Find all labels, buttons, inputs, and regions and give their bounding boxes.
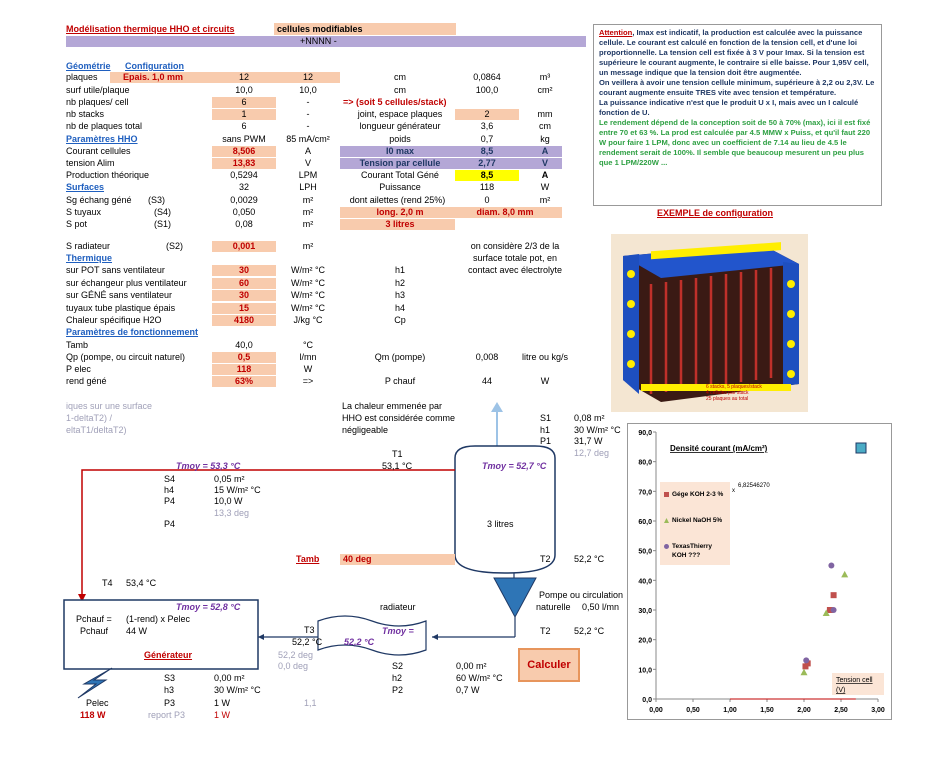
pelec-label: Pelec (86, 698, 109, 708)
geo-plaques-unit: cm (394, 72, 406, 82)
x-tick-label: 0,00 (649, 707, 663, 714)
fonct-qp-label: Qp (pompe, ou circuit naturel) (66, 352, 186, 362)
hho-lph-u: LPH (299, 182, 317, 192)
th-h-2: h3 (394, 290, 405, 300)
fonct-pelec-label: P elec (66, 364, 91, 374)
radiateur-label: radiateur (380, 602, 416, 612)
lightning-icon (78, 668, 112, 698)
fonct-tamb-label: Tamb (66, 340, 89, 350)
fonct-pelec-v[interactable]: 118 (236, 364, 252, 374)
pelec-value: 118 W (80, 710, 106, 720)
chart-title: Densité courant (mA/cm²) (670, 444, 768, 453)
pchauf-2-value: 44 W (126, 626, 148, 636)
t2b-value: 52,2 °C (574, 626, 605, 636)
t4-label: T4 (102, 578, 113, 588)
chaleur-1: La chaleur emmenée par (342, 401, 443, 411)
surf-pot-v: 0,08 (235, 219, 253, 229)
tamb-label: Tamb (296, 554, 320, 564)
geo-plaques-v1[interactable]: 12 (238, 72, 249, 82)
s3-label: S3 (164, 673, 176, 683)
hho-courant-label: Courant cellules (66, 146, 131, 156)
chaleur-3: négligeable (342, 425, 389, 435)
grey-note-1: iques sur une surface (66, 401, 153, 411)
thermique-heading: Thermique (66, 253, 113, 263)
surf-tuyaux-label: S tuyaux (66, 207, 102, 217)
grey-note-3: eltaT1/deltaT2) (66, 425, 127, 435)
pchauf-2: Pchauf (80, 626, 109, 636)
th-h-3: h4 (394, 303, 405, 313)
s3-value: 0,00 m² (214, 673, 245, 683)
pot-litres: 3 litres (487, 519, 514, 529)
th-v-4[interactable]: 4180 (233, 315, 255, 325)
geo-label-nbplaques: nb plaques/ cell (66, 97, 129, 107)
geo-total-v2: - (306, 121, 310, 131)
example-caption-2: 4 cellules par stack (706, 390, 749, 396)
tmoy-pipe: Tmoy = 53,3 °C (176, 461, 241, 471)
legend-label-cont: KOH ??? (672, 552, 701, 559)
hho-prod-v: 0,5294 (230, 170, 258, 180)
geo-stacks-v2: - (306, 109, 310, 119)
pchauf-1-value: (1-rend) x Pelec (126, 614, 191, 624)
surf-pot-u: m² (302, 219, 314, 229)
th-u-3: W/m² °C (290, 303, 326, 313)
trend-exponent: 6,82546270 (738, 483, 770, 489)
hho-poids-v: 0,7 (480, 134, 494, 144)
sheet-title: Modélisation thermique HHO et circuits (66, 24, 235, 34)
x-tick-label: 2,50 (834, 707, 848, 714)
p3-label: P3 (164, 698, 176, 708)
hho-tension-label: tension Alim (66, 158, 115, 168)
pompe-value: 0,50 l/mn (582, 602, 620, 612)
pompe-2: naturelle (536, 602, 571, 612)
p1-deg: 12,7 deg (574, 448, 610, 458)
pompe-1: Pompe ou circulation (539, 590, 624, 600)
hho-ctg-label: Courant Total Géné (361, 170, 439, 180)
hho-i0-v: 8,5 (480, 146, 494, 156)
y-tick-label: 10,0 (638, 667, 652, 675)
report-p3-value: 1 W (214, 710, 231, 720)
x-tick-label: 2,00 (797, 707, 811, 714)
s4-label: S4 (164, 474, 176, 484)
surf-sg-code: (S3) (148, 195, 166, 205)
hho-prod-u: LPM (298, 170, 318, 180)
y-tick-label: 70,0 (638, 489, 652, 497)
geo-surf-v3: 100,0 (475, 85, 499, 95)
th-v-3[interactable]: 15 (238, 303, 249, 313)
geo-longueur-u: cm (539, 121, 551, 131)
calculer-button[interactable]: Calculer (518, 648, 580, 682)
hho-ctg-u: A (541, 170, 549, 180)
tmoy-generateur: Tmoy = 52,8 °C (176, 602, 241, 612)
surf-rad-code: (S2) (166, 241, 184, 251)
p1-label: P1 (540, 436, 552, 446)
h3-label: h3 (164, 685, 175, 695)
data-point (841, 571, 848, 578)
generateur-label: Générateur (144, 650, 193, 660)
pchauf-1: Pchauf = (76, 614, 112, 624)
data-point (831, 592, 837, 598)
geo-nbplaques-v2: - (306, 97, 310, 107)
tmoy-radiateur: Tmoy = (382, 626, 414, 636)
h4-label: h4 (164, 485, 175, 495)
y-tick-label: 90,0 (638, 430, 652, 437)
hho-puiss-label: Puissance (379, 182, 421, 192)
hho-i0-u: A (541, 146, 549, 156)
h3-value: 30 W/m² °C (214, 685, 261, 695)
surf-sg-u: m² (302, 195, 314, 205)
pump-shape (494, 578, 536, 617)
legend-label: Nickel NaOH 5% (672, 517, 723, 524)
surf-tuyaux-v: 0,050 (232, 207, 256, 217)
p4-label-b: P4 (164, 519, 176, 529)
example-image (611, 234, 808, 412)
density-chart (628, 424, 891, 719)
x-tick-label: 1,50 (760, 707, 774, 714)
x-tick-label: 3,00 (871, 707, 885, 714)
x-tick-label: 0,50 (686, 707, 700, 714)
fonct-tamb-v: 40,0 (235, 340, 253, 350)
grey-deg-1: 52,2 deg (278, 650, 314, 660)
editable-cells-label: cellules modifiables (277, 24, 363, 34)
t1-value: 53,1 °C (382, 461, 413, 471)
geo-joint-u: mm (537, 109, 553, 119)
fonct-pchauf-u: W (540, 376, 550, 386)
y-tick-label: 50,0 (638, 548, 652, 556)
surf-note1: on considère 2/3 de la (470, 241, 560, 251)
geo-stacks-v1[interactable]: 1 (241, 109, 247, 119)
note-p2: On veillera à avoir une tension cellule minimum, supérieure à 2,2 ou 2,3V. Le courant augmente ensuite TRES vite avec tension et température. (599, 78, 875, 97)
surf-ailettes: dont ailettes (rend 25%) (349, 195, 446, 205)
hho-courant-u: A (304, 146, 311, 156)
geometry-heading: Géométrie (66, 61, 111, 71)
y-tick-label: 80,0 (638, 459, 652, 467)
t3-value: 52,2 °C (292, 637, 323, 647)
surf-note2: surface totale pot, en (472, 253, 558, 263)
geo-longueur-label: longueur générateur (359, 121, 441, 131)
notes-box (593, 24, 882, 206)
p4-deg: 13,3 deg (214, 508, 250, 518)
geo-surf-unit: cm (394, 85, 406, 95)
t1-label: T1 (392, 449, 403, 459)
hho-pwm: sans PWM (222, 134, 266, 144)
fonct-rend-u: => (302, 376, 314, 386)
geo-label-total: nb de plaques total (66, 121, 143, 131)
s1-value: 0,08 m² (574, 413, 605, 423)
geo-nbplaques-v1[interactable]: 6 (241, 97, 247, 107)
hho-density: 85 mA/cm² (286, 134, 330, 144)
radiateur-temp: 52,2 °C (344, 637, 375, 647)
surf-rad-u: m² (302, 241, 314, 251)
geo-longueur-v: 3,6 (480, 121, 494, 131)
surf-pot-label: S pot (66, 219, 88, 229)
geo-label-stacks: nb stacks (66, 109, 105, 119)
hho-tension-v[interactable]: 13,83 (232, 158, 256, 168)
legend-label: TexasThierry (672, 543, 712, 550)
data-point (828, 563, 834, 569)
surfaces-heading: Surfaces (66, 182, 105, 192)
surf-pot-litres[interactable]: 3 litres (385, 219, 415, 229)
th-u-1: W/m² °C (290, 278, 326, 288)
hho-tension-u: V (304, 158, 311, 168)
legend-swatch (856, 443, 866, 453)
geo-cells-note: => (soit 5 cellules/stack) (343, 97, 447, 107)
geo-thickness[interactable]: Epais. 1,0 mm (123, 72, 184, 82)
surf-sg-label: Sg échang géné (66, 195, 132, 205)
y-tick-label: 60,0 (638, 519, 652, 526)
data-point (803, 657, 809, 663)
geo-plaques-u3: m³ (539, 72, 551, 82)
hho-puiss-u: W (540, 182, 550, 192)
hho-tpc-u: V (541, 158, 548, 168)
report-p3-label: report P3 (148, 710, 186, 720)
fonct-pchauf-v: 44 (481, 376, 492, 386)
fonct-qm-v: 0,008 (475, 352, 499, 362)
legend-marker-square (664, 492, 669, 497)
legend-label: Gége KOH 2-3 % (672, 491, 724, 498)
surf-ailettes-u: m² (539, 195, 551, 205)
geo-surf-v1: 10,0 (235, 85, 253, 95)
p2-value: 0,7 W (456, 685, 480, 695)
surf-rad-v[interactable]: 0,001 (232, 241, 256, 251)
hho-poids-label: poids (389, 134, 411, 144)
th-h-1: h2 (394, 278, 405, 288)
s2-label: S2 (392, 661, 404, 671)
configuration-heading: Configuration (125, 61, 184, 71)
surf-long[interactable]: long. 2,0 m (376, 207, 424, 217)
geo-surf-v2: 10,0 (299, 85, 317, 95)
p2-label: P2 (392, 685, 404, 695)
example-caption-3: 25 plaques au total (706, 396, 749, 402)
hho-tpc-label: Tension par cellule (359, 158, 441, 168)
hho-puiss-v: 118 (479, 182, 495, 192)
surf-pot-code: (S1) (154, 219, 172, 229)
fonct-qp-u: l/mn (299, 352, 317, 362)
example-caption-1: 6 stacks, 5 plaques/stack (706, 384, 762, 390)
example-title: EXEMPLE de configuration (657, 208, 774, 218)
surf-sg-v: 0,0029 (230, 195, 258, 205)
geo-label-plaques: plaques (66, 72, 98, 82)
geo-plaques-v2[interactable]: 12 (302, 72, 313, 82)
t4-value: 53,4 °C (126, 578, 157, 588)
geo-label-surf: surf utile/plaque (66, 85, 130, 95)
th-h-0: h1 (394, 265, 405, 275)
hho-ctg-v: 8,5 (480, 170, 494, 180)
th-label-2: sur GÉNÉ sans ventilateur (66, 290, 173, 300)
fonct-qm-u: litre ou kg/s (522, 352, 569, 362)
surf-rad-label: S radiateur (66, 241, 111, 251)
th-label-1: sur échangeur plus ventilateur (66, 278, 187, 288)
grey-note-2: 1-deltaT2) / (66, 413, 113, 423)
geo-surf-u3: cm² (537, 85, 553, 95)
y-tick-label: 40,0 (638, 578, 652, 586)
hho-courant-v[interactable]: 8,506 (232, 146, 256, 156)
data-point (801, 669, 808, 676)
note-attention: Attention (599, 28, 633, 37)
surf-note3: contact avec électrolyte (467, 265, 563, 275)
grey-deg-2: 0,0 deg (278, 661, 309, 671)
hho-heading: Paramètres HHO (66, 134, 138, 144)
fonct-qm-label: Qm (pompe) (374, 352, 426, 362)
p1-value: 31,7 W (574, 436, 603, 446)
t2-label: T2 (540, 554, 551, 564)
geo-plaques-v3: 0,0864 (473, 72, 501, 82)
trend-label: x (732, 488, 735, 494)
th-h-4: Cp (394, 315, 406, 325)
fonct-rend-label: rend géné (66, 376, 107, 386)
note-p3: La puissance indicative n'est que le produit U x I, mais avec un I calculé fonction de U. (599, 98, 859, 117)
y-tick-label: 20,0 (638, 637, 652, 645)
geo-total-v1: 6 (241, 121, 247, 131)
th-v-2[interactable]: 30 (238, 290, 249, 300)
hho-prod-label: Production théorique (66, 170, 150, 180)
hho-lph-v: 32 (238, 182, 249, 192)
surf-diam[interactable]: diam. 8,0 mm (476, 207, 534, 217)
chaleur-2: HHO est considérée comme (342, 413, 456, 423)
fonct-rend-v[interactable]: 63% (234, 376, 253, 386)
p3-value: 1 W (214, 698, 231, 708)
fonct-qp-v[interactable]: 0,5 (237, 352, 251, 362)
nnnn-label: +NNNN - (300, 36, 337, 46)
h4-value: 15 W/m² °C (214, 485, 261, 495)
x-axis-label-unit: (V) (836, 687, 846, 694)
fonct-pelec-u: W (303, 364, 313, 374)
t3-label: T3 (304, 625, 315, 635)
th-label-4: Chaleur spécifique H2O (66, 315, 162, 325)
s1-label: S1 (540, 413, 552, 423)
th-v-0[interactable]: 30 (238, 265, 249, 275)
x-tick-label: 1,00 (723, 707, 737, 714)
th-v-1[interactable]: 60 (238, 278, 249, 288)
h2-label: h2 (392, 673, 403, 683)
data-point (831, 607, 837, 613)
th-u-2: W/m² °C (290, 290, 326, 300)
hho-poids-u: kg (540, 134, 550, 144)
fonct-tamb-u: °C (302, 340, 314, 350)
geo-joint-v[interactable]: 2 (484, 109, 490, 119)
th-label-0: sur POT sans ventilateur (66, 265, 165, 275)
hho-i0-label: I0 max (385, 146, 415, 156)
note-p4: Le rendement dépend de la conception soit de 50 à 70% (max), ici il est fixé entre 70 et 63 %. La prod est calculée par 4.5 MMW x Puiss, et qu'il faut 220 W pour faire 1 LPM, donc avec un coefficient de 7.14 au lieu de 4.5 le rendement serait de 100%. Il semble que beaucoup mesurent un peu plus que 1 LPM/220W ... (599, 118, 871, 167)
t2b-label: T2 (540, 626, 551, 636)
h1-label: h1 (540, 425, 551, 435)
surf-tuyaux-u: m² (302, 207, 314, 217)
surf-ailettes-v: 0 (484, 195, 490, 205)
p4-label: P4 (164, 496, 176, 506)
s2-value: 0,00 m² (456, 661, 487, 671)
fonct-heading: Paramètres de fonctionnement (66, 327, 199, 337)
th-label-3: tuyaux tube plastique épais (66, 303, 176, 313)
hho-out-arrow-head (491, 402, 503, 412)
fonct-pchauf-label: P chauf (384, 376, 416, 386)
t2-value: 52,2 °C (574, 554, 605, 564)
p4-value: 10,0 W (214, 496, 243, 506)
hho-tpc-v: 2,77 (478, 158, 496, 168)
s4-value: 0,05 m² (214, 474, 245, 484)
th-u-0: W/m² °C (290, 265, 326, 275)
y-tick-label: 30,0 (638, 608, 652, 615)
note-p1: , Imax est indicatif, la production est calculée avec la puissance cellule. Le courant est calculé en fonction de la tension cell, et d'une loi proportionnelle. La tension cell est fixée à 3 V pour Imax. Si la tension est supérieure le courant augmente, le contraire si elle baisse. Pour 1,95V cell, un message indique que la tension doit être augmentée. (599, 28, 869, 77)
y-tick-label: 0,0 (642, 697, 652, 704)
th-u-4: J/kg °C (293, 315, 323, 325)
grey-11: 1,1 (304, 698, 317, 708)
geo-joint-label: joint, espace plaques (357, 109, 443, 119)
x-axis-label: Tension cell (836, 677, 873, 684)
tamb-value[interactable]: 40 deg (343, 554, 372, 564)
h2-value: 60 W/m² °C (456, 673, 503, 683)
chart-panel (627, 423, 892, 720)
h1-value: 30 W/m² °C (574, 425, 621, 435)
legend-marker-circle (664, 544, 669, 549)
tmoy-pot: Tmoy = 52,7 °C (482, 461, 547, 471)
surf-tuyaux-code: (S4) (154, 207, 172, 217)
